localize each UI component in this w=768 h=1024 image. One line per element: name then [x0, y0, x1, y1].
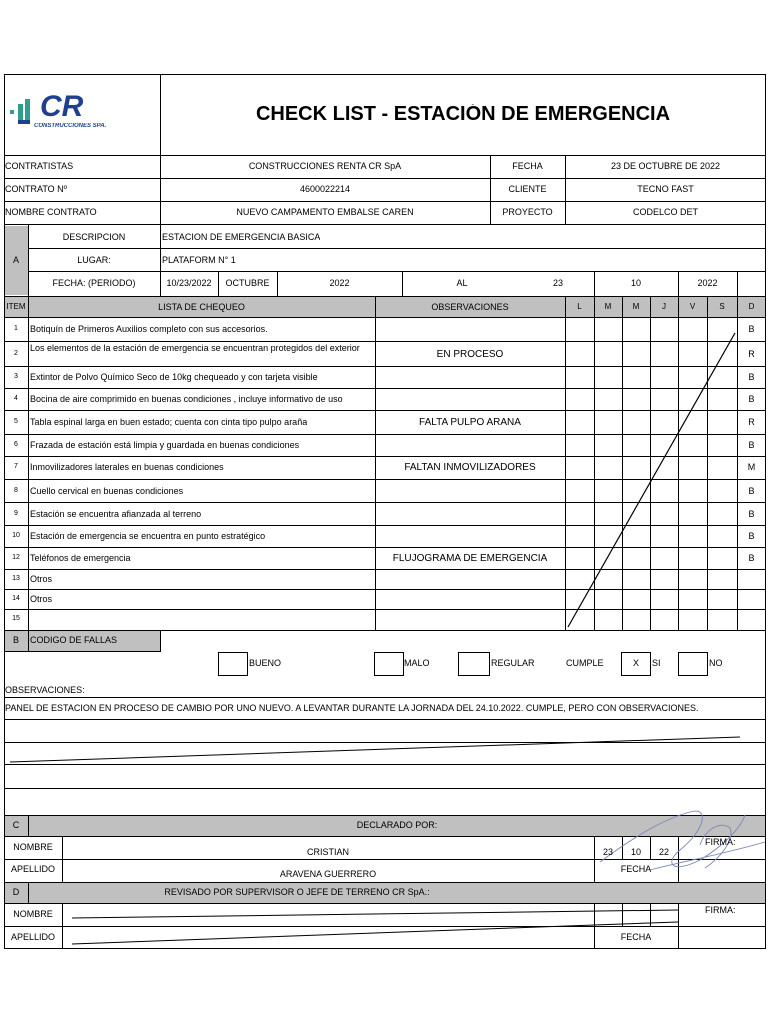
observaciones-label: OBSERVACIONES: — [5, 686, 85, 695]
item-text: Estación de emergencia se encuentra en punto estratégico — [30, 532, 266, 541]
col-day: L — [577, 303, 582, 311]
section-b-letter: B — [12, 636, 19, 645]
item-num: 5 — [14, 418, 18, 425]
fecha-month: 10 — [630, 848, 641, 857]
section-b-title: CODIGO DE FALLAS — [30, 636, 118, 645]
item-text: Teléfonos de emergencia — [30, 554, 131, 563]
bueno-checkbox[interactable] — [219, 653, 247, 675]
regular-label: REGULAR — [491, 659, 535, 668]
lugar-value: PLATAFORM N° 1 — [162, 256, 236, 265]
logo-text: CR — [40, 92, 84, 122]
cliente-label: CLIENTE — [508, 185, 547, 194]
fecha-year: 2022 — [329, 279, 350, 288]
item-text: Inmovilizadores laterales en buenas condiciones — [30, 463, 224, 472]
col-day: S — [719, 303, 725, 311]
bueno-label: BUENO — [249, 659, 282, 668]
fecha-to-day: 23 — [553, 279, 564, 288]
item-num: 6 — [14, 441, 18, 448]
item-text: Tabla espinal larga en buen estado; cuenta con cinta tipo pulpo araña — [30, 418, 308, 427]
fecha-day: 23 — [602, 848, 613, 857]
item-code: B — [748, 532, 755, 541]
fecha-year: 22 — [658, 848, 669, 857]
descripcion-label: DESCRIPCIÓN — [62, 233, 126, 242]
si-label: SI — [652, 659, 661, 668]
col-obs: OBSERVACIONES — [431, 303, 509, 312]
item-text: Bocina de aire comprimido en buenas condiciones , incluye informativo de uso — [30, 395, 343, 404]
descripcion-value: ESTACIÓN DE EMERGENCIA BÁSICA — [162, 233, 321, 242]
item-text: Otros — [30, 595, 53, 604]
apellido-value: ARAVENA GUERRERO — [279, 870, 377, 879]
item-code: M — [747, 463, 756, 472]
item-num: 4 — [14, 395, 18, 402]
fecha-label: FECHA — [620, 933, 652, 942]
item-text: Frazada de estación está limpia y guardada en buenas condiciones — [30, 441, 300, 450]
item-code: B — [748, 510, 755, 519]
page-title: CHECK LIST - ESTACIÓN DE EMERGENCIA — [255, 104, 671, 124]
item-num: 1 — [14, 325, 18, 332]
col-day: M — [632, 303, 640, 311]
section-c-letter: C — [12, 821, 20, 830]
item-text: Los elementos de la estación de emergencia se encuentran protegidos del exterior — [30, 344, 360, 353]
item-code: B — [748, 373, 755, 382]
no-checkbox[interactable] — [679, 653, 707, 675]
fecha-value: 23 DE OCTUBRE DE 2022 — [610, 162, 721, 171]
item-num: 9 — [14, 510, 18, 517]
section-c-title: DECLARADO POR: — [356, 821, 438, 830]
fecha-to-month: 10 — [630, 279, 641, 288]
proyecto-value: CODELCO DET — [632, 208, 698, 217]
item-code: R — [748, 418, 755, 427]
regular-checkbox[interactable] — [459, 653, 489, 675]
item-text: Cuello cervical en buenas condiciones — [30, 487, 184, 496]
item-num: 8 — [14, 487, 18, 494]
item-code: B — [748, 325, 755, 334]
firma-label: FIRMA: — [705, 906, 736, 915]
item-num: 14 — [12, 595, 20, 602]
fecha-label: FECHA — [512, 162, 543, 171]
item-obs: FALTA PULPO ARAÑA — [419, 418, 521, 428]
item-code: B — [748, 487, 755, 496]
section-a-letter: A — [12, 256, 19, 265]
apellido-label: APELLIDO — [10, 865, 56, 874]
fecha-periodo-label: FECHA: (PERIODO) — [52, 279, 136, 288]
item-obs: FLUJOGRAMA DE EMERGENCIA — [392, 554, 548, 564]
item-num: 2 — [14, 350, 18, 357]
contratistas-value: CONSTRUCCIONES RENTA CR SpA — [248, 162, 402, 171]
item-text: Otros — [30, 575, 53, 584]
fecha-al: AL — [456, 279, 468, 288]
item-num: 12 — [12, 554, 20, 561]
fecha-from: 10/23/2022 — [166, 279, 212, 288]
item-text: Botiquín de Primeros Auxilios completo con sus accesorios. — [30, 325, 268, 334]
col-item: ITEM — [6, 303, 26, 311]
fecha-to-year: 2022 — [697, 279, 718, 288]
col-day: J — [662, 303, 666, 311]
item-text: Estación se encuentra afianzada al terreno — [30, 510, 202, 519]
section-d-letter: D — [12, 888, 20, 897]
section-d-title: REVISADO POR SUPERVISOR O JEFE DE TERRENO CR SpA.: — [164, 888, 430, 897]
cumple-label: CUMPLE — [566, 659, 604, 668]
firma-label: FIRMA: — [705, 838, 736, 847]
apellido-label: APELLIDO — [10, 933, 56, 942]
item-code: B — [748, 395, 755, 404]
nombre-contrato-value: NUEVO CAMPAMENTO EMBALSE CARÉN — [236, 208, 414, 217]
item-code: B — [748, 441, 755, 450]
malo-label: MALO — [404, 659, 430, 668]
col-day: V — [689, 303, 696, 311]
company-logo — [10, 92, 150, 137]
item-num: 3 — [14, 373, 18, 380]
contratistas-label: CONTRATISTAS — [5, 162, 74, 171]
col-lista: LISTA DE CHEQUEO — [158, 303, 245, 312]
item-text: Extintor de Polvo Químico Seco de 10kg chequeado y con tarjeta visible — [30, 373, 318, 382]
contrato-label: CONTRATO Nº — [5, 185, 67, 194]
si-checkbox-mark[interactable]: X — [632, 659, 639, 668]
item-num: 10 — [12, 532, 20, 539]
fecha-month: OCTUBRE — [225, 279, 270, 288]
no-label: NO — [709, 659, 723, 668]
proyecto-label: PROYECTO — [502, 208, 553, 217]
logo-mark-icon — [10, 96, 40, 126]
nombre-value: CRISTIÁN — [306, 848, 349, 857]
item-obs: EN PROCESO — [436, 350, 504, 360]
col-day: M — [604, 303, 612, 311]
cliente-value: TECNO FAST — [637, 185, 694, 194]
item-code: B — [748, 554, 755, 563]
item-num: 15 — [12, 615, 20, 622]
signature-scribble — [600, 811, 765, 870]
nombre-label: NOMBRE — [13, 910, 53, 919]
contrato-value: 4600022214 — [299, 185, 351, 194]
fecha-label: FECHA — [620, 865, 652, 874]
observaciones-text: PANEL DE ESTACIÓN EN PROCESO DE CAMBIO POR UNO NUEVO. A LEVANTAR DURANTE LA JORNADA DEL 24.10.2022. CUMPLE, PERO CON OBSERVACIONES. — [5, 704, 699, 713]
malo-checkbox[interactable] — [375, 653, 403, 675]
lugar-label: LUGAR: — [77, 256, 111, 265]
logo-subtext: CONSTRUCCIONES SPA. — [34, 123, 107, 129]
item-num: 7 — [14, 463, 18, 470]
item-code: R — [748, 350, 755, 359]
nombre-label: NOMBRE — [13, 843, 53, 852]
item-obs: FALTAN INMOVILIZADORES — [404, 463, 536, 473]
col-day: D — [748, 303, 755, 311]
nombre-contrato-label: NOMBRE CONTRATO — [5, 208, 97, 217]
item-num: 13 — [12, 575, 20, 582]
